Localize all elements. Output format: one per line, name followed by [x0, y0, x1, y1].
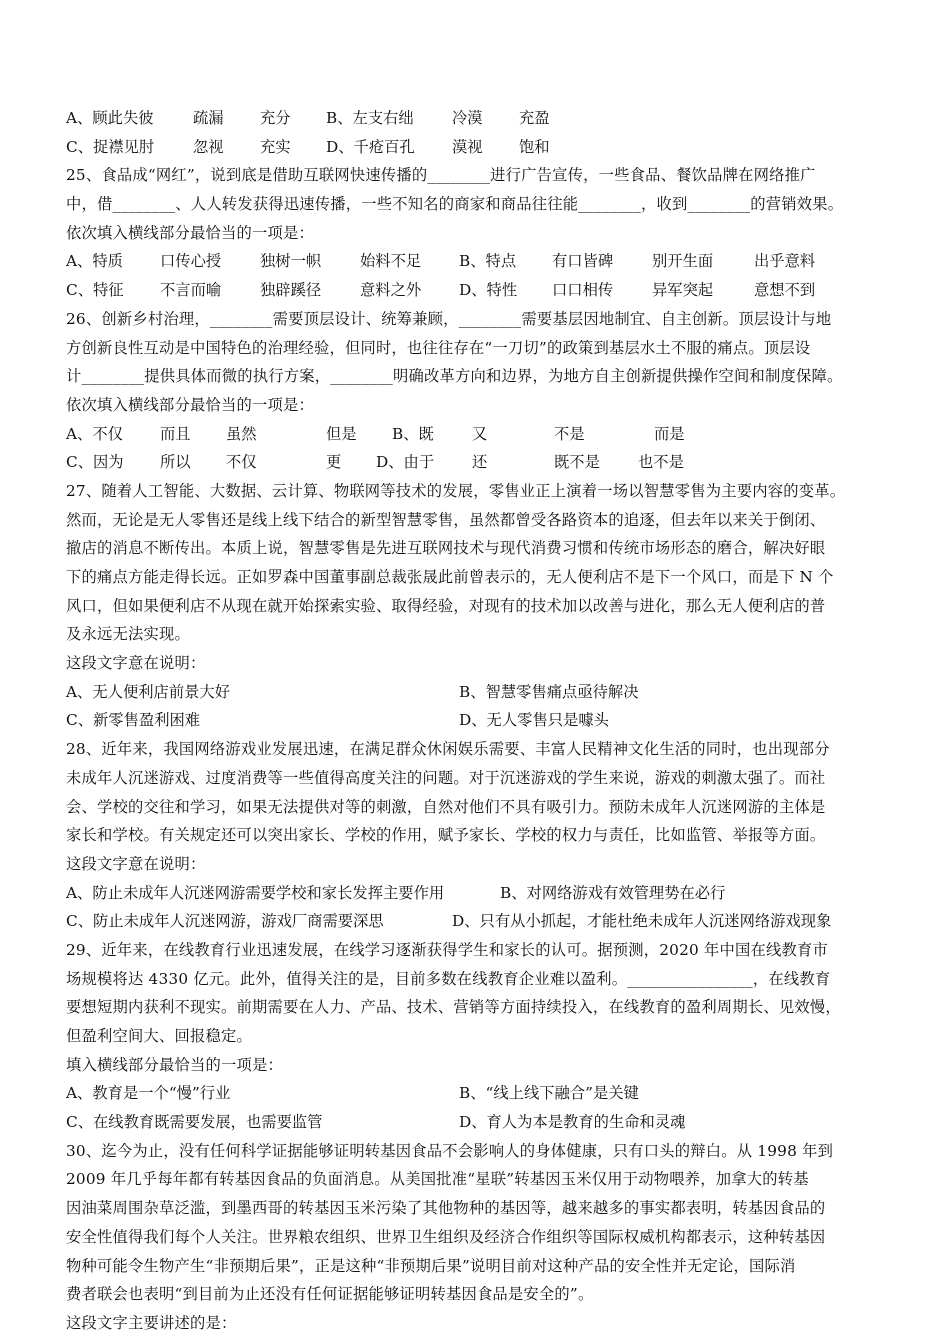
q29-line: 要想短期内获利不现实。前期需要在人力、产品、技术、营销等方面持续投入，在线教育的盈利周期长、见效慢， — [66, 998, 841, 1017]
q30-instruction: 这段文字主要讲述的是： — [66, 1313, 237, 1332]
q28-line: 会、学校的交往和学习，如果无法提供对等的刺激，自然对他们不具有吸引力。预防未成年人沉迷网游的主体是 — [66, 797, 826, 816]
q29-options-row-1 — [66, 1079, 886, 1108]
q30-line: 物种可能令生物产生“非预期后果”，正是这种“非预期后果”说明目前对这种产品的安全性并无定论，国际消 — [66, 1256, 796, 1275]
q26-option-c-word4: 更 — [326, 453, 342, 472]
q26-options-row-1 — [66, 420, 886, 449]
q29-option-a: A、教育是一个“慢”行业 — [66, 1084, 231, 1103]
q24-option-b: B、左支右绌 — [326, 109, 414, 127]
q25-instruction: 依次填入横线部分最恰当的一项是： — [66, 223, 314, 242]
q25-line: 中，借________、人人转发获得迅速传播，一些不知名的商家和商品往往能________，收到________的营销效果。 — [66, 195, 844, 214]
q25-option-c: C、特征 — [66, 281, 124, 300]
exam-page — [66, 104, 886, 1338]
q27-options-row-2 — [66, 706, 886, 735]
q25-option-b-word3: 别开生面 — [652, 252, 714, 271]
q26-option-d-word2: 还 — [472, 453, 488, 472]
q28-options-row-1 — [66, 879, 886, 908]
q24-option-c: C、捉襟见肘 — [66, 137, 155, 156]
q30-line: 因油菜周围杂草泛滥，到墨西哥的转基因玉米污染了其他物种的基因等，越来越多的事实都表明，转基因食品的 — [66, 1199, 826, 1218]
q27-line: 风口，但如果便利店不从现在就开始探索实验、取得经验，对现有的技术加以改善与进化，那么无人便利店的普 — [66, 596, 826, 615]
q24-option-a-word3: 充分 — [260, 109, 291, 127]
q27-options-row-1 — [66, 678, 886, 707]
q26-option-c-word2: 所以 — [160, 453, 191, 472]
q28-option-b: B、对网络游戏有效管理势在必行 — [500, 883, 726, 902]
q29-line: 但盈利空间大、回报稳定。 — [66, 1027, 252, 1045]
q26-line: 26、创新乡村治理，________需要顶层设计、统筹兼顾，________需要基层因地制宜、自主创新。顶层设计与地 — [66, 309, 832, 328]
q25-line: 25、食品成“网红”，说到底是借助互联网快速传播的________进行广告宣传，一些食品、餐饮品牌在网络推广 — [66, 166, 816, 185]
question-26 — [66, 305, 886, 477]
q26-line: 方创新良性互动是中国特色的治理经验，但同时，也往往存在“一刀切”的政策到基层水土不服的痛点。顶层设 — [66, 338, 811, 357]
q27-instruction: 这段文字意在说明： — [66, 654, 206, 673]
q28-line: 家长和学校。有关规定还可以突出家长、学校的作用，赋予家长、学校的权力与责任，比如监管、举报等方面。 — [66, 826, 826, 845]
q29-options-row-2 — [66, 1108, 886, 1137]
q25-option-c-word3: 独辟蹊径 — [260, 281, 322, 300]
q26-option-a-word2: 而且 — [160, 424, 191, 443]
q27-line: 撤店的消息不断传出。本质上说，智慧零售是先进互联网技术与现代消费习惯和传统市场形态的磨合，解决好眼 — [66, 539, 826, 558]
q29-option-c: C、在线教育既需要发展，也需要监管 — [66, 1113, 323, 1132]
q26-option-a: A、不仅 — [66, 424, 123, 443]
q24-options-row-2 — [66, 133, 886, 162]
q28-option-a: A、防止未成年人沉迷网游需要学校和家长发挥主要作用 — [66, 883, 445, 902]
q30-line: 2009 年几乎每年都有转基因食品的负面消息。从美国批准“星联”转基因玉米仅用于动物喂养，加拿大的转基 — [66, 1170, 809, 1189]
q27-line: 及永远无法实现。 — [66, 625, 190, 644]
q27-line: 下的痛点方能走得长远。正如罗森中国董事副总裁张晟此前曾表示的，无人便利店不是下一个风口，而是下 N 个 — [66, 568, 834, 586]
q28-line: 28、近年来，我国网络游戏业发展迅速，在满足群众休闲娱乐需要、丰富人民精神文化生活的同时，也出现部分 — [66, 740, 830, 759]
q26-option-a-word4: 但是 — [326, 424, 357, 443]
q26-option-a-word3: 虽然 — [226, 424, 257, 443]
question-27 — [66, 477, 886, 735]
q27-option-d: D、无人零售只是噱头 — [459, 711, 609, 730]
q24-option-d-word3: 饱和 — [519, 137, 550, 156]
q29-instruction: 填入横线部分最恰当的一项是： — [66, 1055, 283, 1074]
q29-line: 场规模将达 4330 亿元。此外，值得关注的是，目前多数在线教育企业难以盈利。________________，在线教育 — [66, 969, 831, 988]
q26-options-row-2 — [66, 448, 886, 477]
q25-option-d-word3: 异军突起 — [652, 281, 714, 300]
q27-option-a: A、无人便利店前景大好 — [66, 682, 231, 701]
q27-line: 27、随着人工智能、大数据、云计算、物联网等技术的发展，零售业正上演着一场以智慧零售为主要内容的变革。 — [66, 481, 846, 500]
q24-option-d-word2: 漠视 — [452, 137, 483, 156]
q27-option-b: B、智慧零售痛点亟待解决 — [459, 682, 639, 701]
q25-option-c-word2: 不言而喻 — [160, 281, 222, 300]
q27-option-c: C、新零售盈利困难 — [66, 711, 201, 730]
q24-option-c-word2: 忽视 — [193, 137, 224, 156]
question-28 — [66, 735, 886, 936]
question-25 — [66, 161, 886, 304]
q25-option-d: D、特性 — [459, 281, 518, 300]
q26-option-b-word3: 不是 — [554, 424, 585, 443]
q26-option-c-word3: 不仅 — [226, 453, 257, 472]
q30-line: 费者联会也表明“到目前为止还没有任何证据能够证明转基因食品是安全的”。 — [66, 1285, 594, 1304]
q25-option-c-word4: 意料之外 — [360, 281, 422, 300]
q24-options-row-1 — [66, 104, 886, 133]
q29-option-d: D、育人为本是教育的生命和灵魂 — [459, 1113, 686, 1132]
question-29 — [66, 936, 886, 1137]
q24-option-d: D、千疮百孔 — [326, 137, 415, 156]
q26-instruction: 依次填入横线部分最恰当的一项是： — [66, 395, 314, 414]
q26-option-d: D、由于 — [376, 453, 435, 472]
q24-option-a-word2: 疏漏 — [193, 109, 224, 127]
q25-option-b-word4: 出乎意料 — [754, 252, 816, 271]
q26-option-b: B、既 — [392, 424, 434, 443]
q25-options-row-1 — [66, 247, 886, 276]
q24-option-b-word3: 充盈 — [519, 109, 550, 127]
q30-line: 安全性值得我们每个人关注。世界粮农组织、世界卫生组织及经济合作组织等国际权威机构都表示，这种转基因 — [66, 1227, 826, 1246]
q28-options-row-2 — [66, 907, 886, 936]
q25-options-row-2 — [66, 276, 886, 305]
q28-option-d: D、只有从小抓起，才能杜绝未成年人沉迷网络游戏现象 — [452, 912, 832, 931]
q26-line: 计________提供具体而微的执行方案，________明确改革方向和边界，为地方自主创新提供操作空间和制度保障。 — [66, 367, 843, 386]
q29-option-b: B、“线上线下融合”是关键 — [459, 1084, 639, 1103]
q24-option-a: A、顾此失彼 — [66, 109, 154, 127]
q25-option-a-word2: 口传心授 — [160, 252, 222, 271]
q28-line: 未成年人沉迷游戏、过度消费等一些值得高度关注的问题。对于沉迷游戏的学生来说，游戏的刺激太强了。而社 — [66, 768, 826, 787]
q26-option-d-word4: 也不是 — [638, 453, 684, 472]
q29-line: 29、近年来，在线教育行业迅速发展，在线学习逐渐获得学生和家长的认可。据预测，2020 年中国在线教育市 — [66, 940, 829, 959]
q25-option-b-word2: 有口皆碑 — [552, 252, 614, 271]
q25-option-a-word4: 始料不足 — [360, 252, 422, 271]
q25-option-b: B、特点 — [459, 252, 517, 271]
q26-option-b-word4: 而是 — [654, 424, 685, 443]
q30-line: 30、迄今为止，没有任何科学证据能够证明转基因食品不会影响人的身体健康，只有口头的辩白。从 1998 年到 — [66, 1141, 834, 1160]
q26-option-d-word3: 既不是 — [554, 453, 600, 472]
q25-option-d-word2: 口口相传 — [552, 281, 614, 300]
q25-option-a-word3: 独树一帜 — [260, 252, 322, 271]
q25-option-a: A、特质 — [66, 252, 123, 271]
q27-line: 然而，无论是无人零售还是线上线下结合的新型智慧零售，虽然都曾受各路资本的追逐，但去年以来关于倒闭、 — [66, 510, 826, 529]
q24-option-c-word3: 充实 — [260, 137, 291, 156]
question-30 — [66, 1137, 886, 1338]
q26-option-b-word2: 又 — [472, 424, 488, 443]
q25-option-d-word4: 意想不到 — [754, 281, 816, 300]
q26-option-c: C、因为 — [66, 453, 124, 472]
q28-instruction: 这段文字意在说明： — [66, 854, 206, 873]
q28-option-c: C、防止未成年人沉迷网游，游戏厂商需要深思 — [66, 912, 384, 931]
q24-option-b-word2: 冷漠 — [452, 109, 483, 127]
